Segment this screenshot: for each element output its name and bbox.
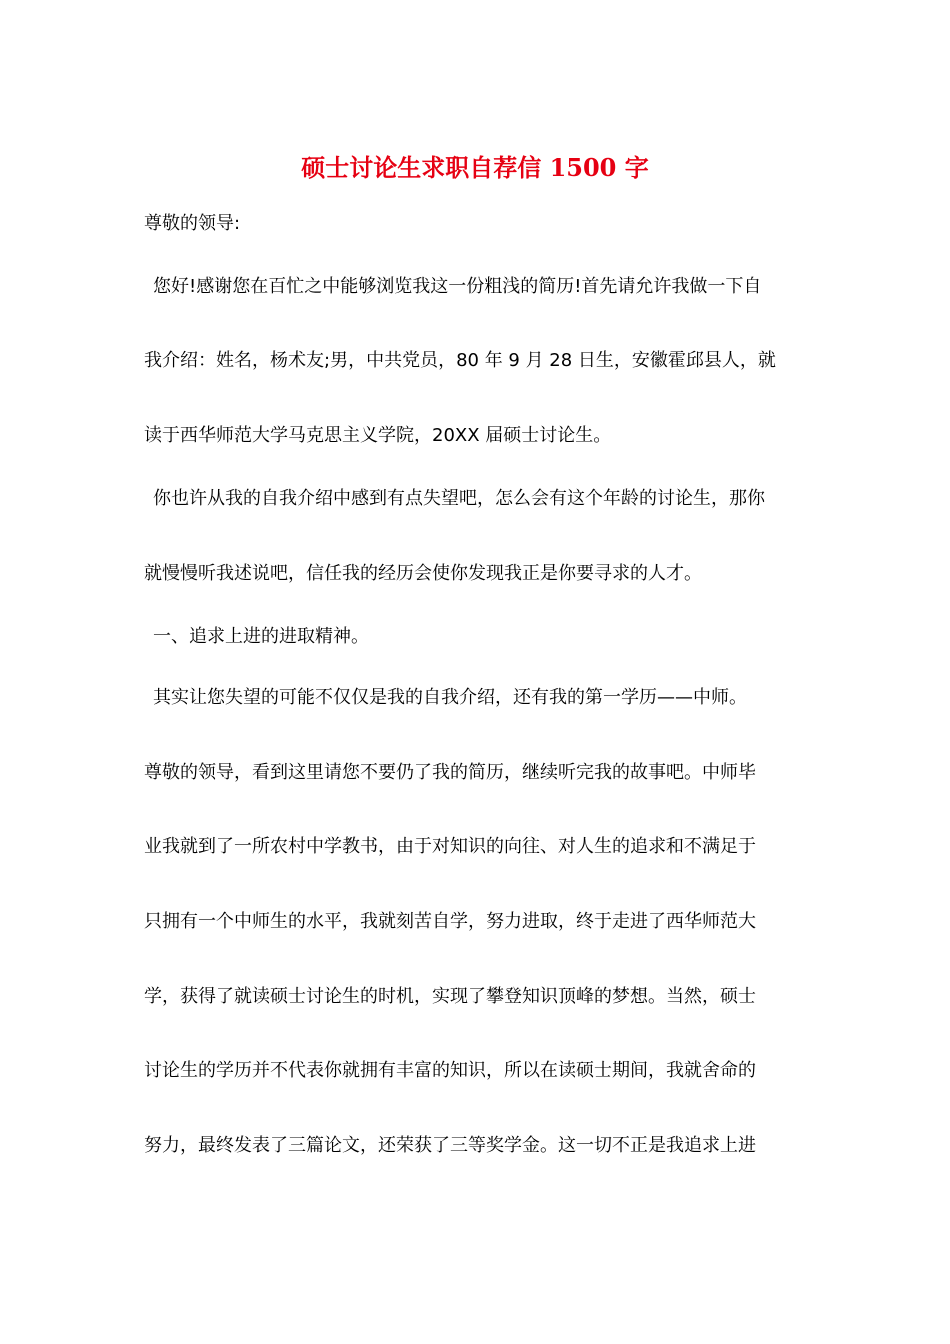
body-line: 讨论生的学历并不代表你就拥有丰富的知识，所以在读硕士期间，我就舍命的: [144, 1060, 756, 1081]
section-heading: 一、追求上进的进取精神。: [153, 626, 369, 647]
body-line: 读于西华师范大学马克思主义学院，20XX 届硕士讨论生。: [144, 425, 612, 446]
body-line: 我介绍：姓名，杨术友;男，中共党员，80 年 9 月 28 日生，安徽霍邱县人，就: [144, 350, 776, 371]
body-line: 学，获得了就读硕士讨论生的时机，实现了攀登知识顶峰的梦想。当然，硕士: [144, 986, 756, 1007]
body-line: 你也许从我的自我介绍中感到有点失望吧，怎么会有这个年龄的讨论生，那你: [153, 488, 765, 509]
body-line: 业我就到了一所农村中学教书，由于对知识的向往、对人生的追求和不满足于: [144, 836, 756, 857]
salutation-line: 尊敬的领导:: [144, 213, 241, 234]
body-line: 尊敬的领导，看到这里请您不要仍了我的简历，继续听完我的故事吧。中师毕: [144, 762, 756, 783]
body-line: 其实让您失望的可能不仅仅是我的自我介绍，还有我的第一学历——中师。: [153, 687, 747, 708]
body-line: 就慢慢听我述说吧，信任我的经历会使你发现我正是你要寻求的人才。: [144, 563, 702, 584]
document-title: 硕士讨论生求职自荐信 1500 字: [301, 153, 649, 182]
body-line: 只拥有一个中师生的水平，我就刻苦自学，努力进取，终于走进了西华师范大: [144, 911, 756, 932]
body-line: 努力，最终发表了三篇论文，还荣获了三等奖学金。这一切不正是我追求上进: [144, 1135, 756, 1156]
body-line: 您好!感谢您在百忙之中能够浏览我这一份粗浅的简历!首先请允许我做一下自: [153, 276, 762, 297]
